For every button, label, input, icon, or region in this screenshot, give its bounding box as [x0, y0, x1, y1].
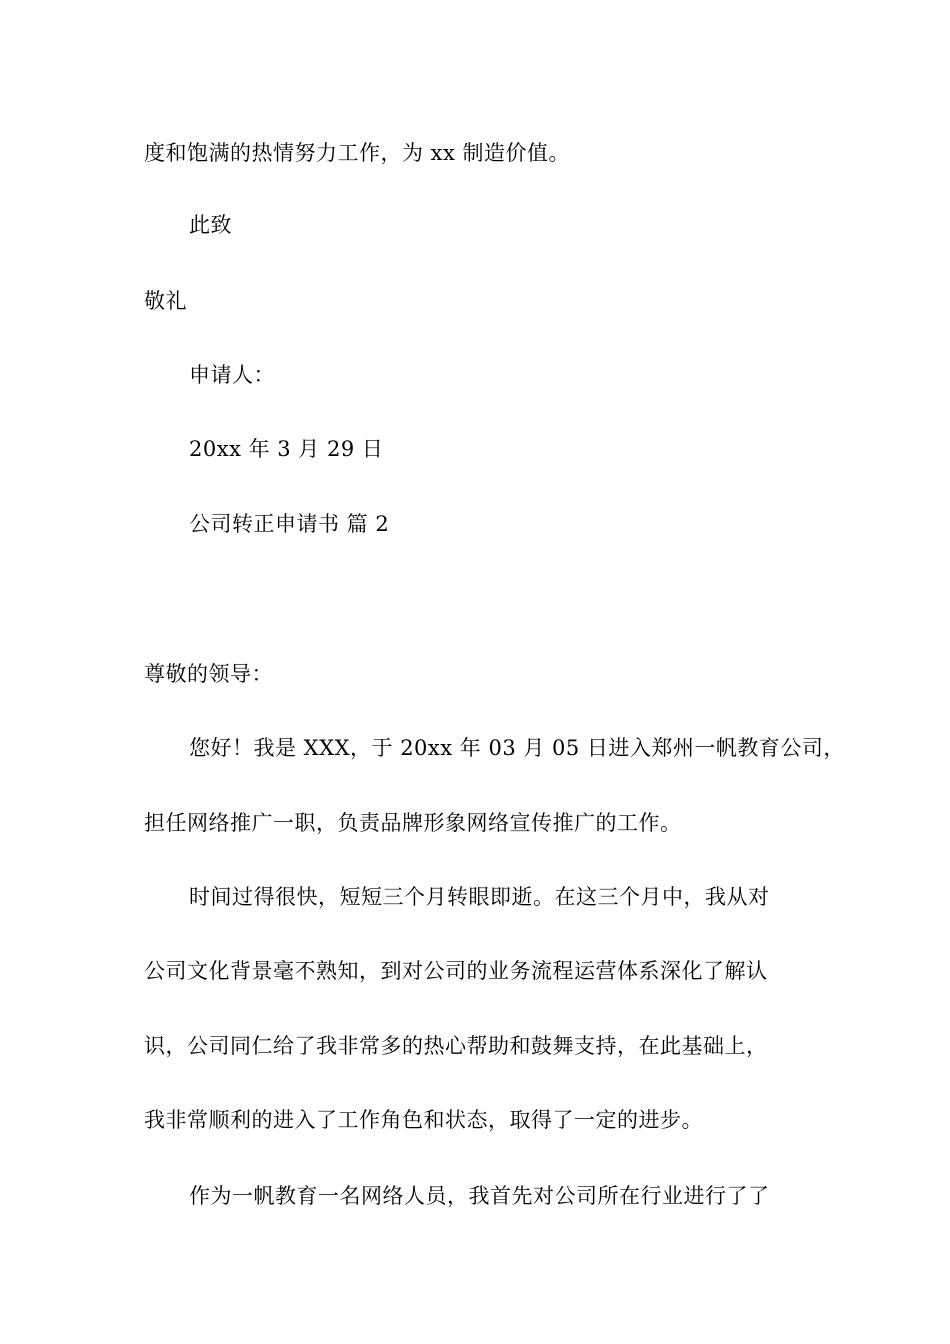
closing-salutation: 此致	[189, 213, 232, 237]
text-line: 时间过得很快，短短三个月转眼即逝。在这三个月中，我从对	[189, 885, 770, 909]
closing-regards: 敬礼	[144, 289, 187, 313]
section-title: 公司转正申请书 篇 2	[189, 512, 390, 536]
text-line: 我非常顺利的进入了工作角色和状态，取得了一定的进步。	[144, 1108, 703, 1132]
date-line: 20xx 年 3 月 29 日	[189, 437, 384, 461]
text-line: 识，公司同仁给了我非常多的热心帮助和鼓舞支持，在此基础上，	[144, 1034, 768, 1058]
applicant-label: 申请人：	[189, 363, 275, 387]
text-line: 度和饱满的热情努力工作，为 xx 制造价值。	[144, 141, 571, 165]
text-line: 您好！我是 XXX，于 20xx 年 03 月 05 日进入郑州一帆教育公司，	[189, 736, 845, 760]
greeting: 尊敬的领导：	[144, 662, 273, 686]
text-line: 公司文化背景毫不熟知，到对公司的业务流程运营体系深化了解认	[144, 959, 768, 983]
text-line: 作为一帆教育一名网络人员，我首先对公司所在行业进行了了	[189, 1184, 770, 1208]
text-line: 担任网络推广一职，负责品牌形象网络宣传推广的工作。	[144, 811, 682, 835]
